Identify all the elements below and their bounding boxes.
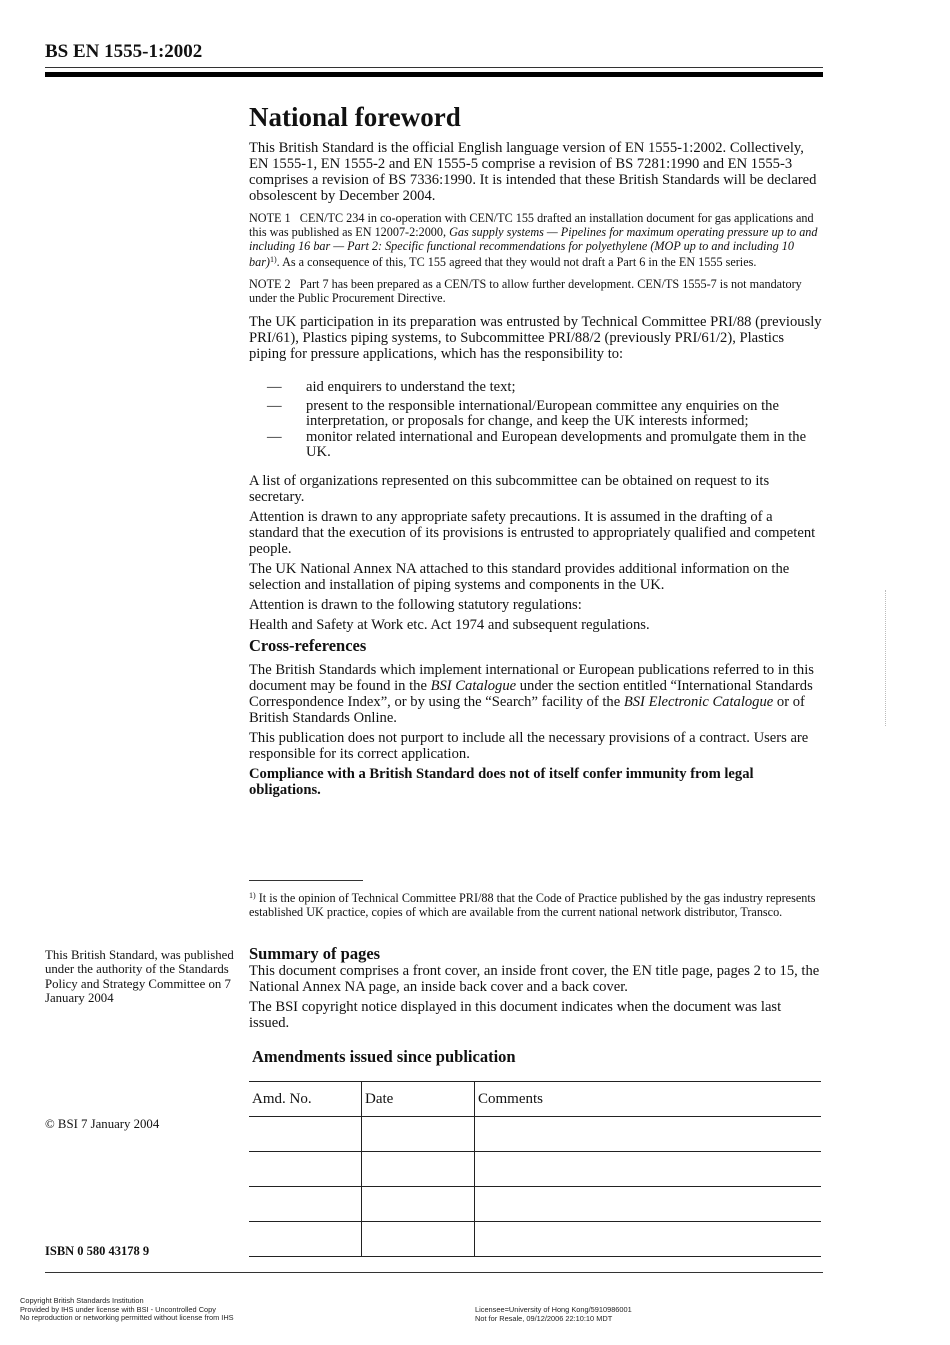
table-row [249, 1222, 821, 1257]
note-2 [249, 278, 823, 306]
footnote-mark: 1) [249, 891, 256, 900]
header-rule-thick [45, 72, 823, 77]
list-dash: — [267, 428, 282, 445]
summary-text: This document comprises a front cover, an inside front cover, the EN title page, pages 2 to 15, the National Annex NA page, an inside back cover and a back cover. [249, 963, 820, 995]
legal-right: Licensee=University of Hong Kong/5910986001 Not for Resale, 09/12/2006 22:10:10 MDT [475, 1305, 632, 1323]
document-id: BS EN 1555-1:2002 [45, 41, 203, 62]
table-row [249, 1152, 821, 1187]
amendments-table [249, 1081, 821, 1257]
legal-left: Copyright British Standards Institution Provided by IHS under license with BSI - Uncontrolled Copy No reproduction or networking permitted without license from IHS [20, 1296, 234, 1323]
compliance-statement: Compliance with a British Standard does not of itself confer immunity from legal obligations. [249, 765, 754, 798]
list-dash: — [267, 397, 282, 414]
organizations-paragraph: A list of organizations represented on this subcommittee can be obtained on request to its secretary. [249, 472, 770, 505]
margin-watermark [885, 590, 890, 726]
copyright-note: The BSI copyright notice displayed in this document indicates when the document was last issued. [249, 999, 782, 1031]
note-1-title: Gas supply systems — Pipelines for maximum operating pressure up to and including 16 bar — Part 2: Specific functional recommendations for polyethylene (MOP up to and including 10 bar) [249, 224, 818, 270]
intro-paragraph: This British Standard is the official English language version of EN 1555-1:2002. Collectively, EN 1555-1, EN 1555-2 and EN 1555-5 comprise a revision of BS 7281:1990 and EN 1555-3 comprises a revision of BS 7336:1990. It is intended that these British Standards will be declared obsolescent by December 2004. [249, 140, 817, 204]
column-header: Comments [475, 1082, 822, 1117]
copyright-line: © BSI 7 January 2004 [45, 1117, 160, 1131]
cross-references-heading: Cross-references [249, 635, 367, 655]
footnote-text: It is the opinion of Technical Committee PRI/88 that the Code of Practice published by the gas industry represents established UK practice, copies of which are available from the current national network distributor, Transco. [249, 891, 816, 919]
note-1 [249, 212, 823, 270]
note-1-text-b: . As a consequence of this, TC 155 agreed that they would not draft a Part 6 in the EN 1555 series. [276, 255, 757, 270]
table-header-row [249, 1082, 821, 1117]
note-2-label: NOTE 2 [249, 277, 291, 292]
column-header: Date [362, 1082, 475, 1117]
isbn: ISBN 0 580 43178 9 [45, 1244, 150, 1258]
footnote-rule [249, 880, 363, 881]
column-header: Amd. No. [249, 1082, 362, 1117]
table-row [249, 1117, 821, 1152]
main-column [249, 101, 823, 798]
participation-paragraph: The UK participation in its preparation was entrusted by Technical Committee PRI/88 (previously PRI/61), Plastics piping systems, to Subcommittee PRI/88/2 (previously PRI/61/2), Plastics piping for pressure applications, which has the responsibility to: [249, 313, 822, 362]
note-1-label: NOTE 1 [249, 211, 291, 225]
list-item: — present to the responsible international/European committee any enquiries on the interpretation, or proposals for change, and keep the UK interests informed; [267, 397, 779, 429]
header-rule-thin [45, 67, 823, 68]
list-item: — monitor related international and European developments and promulgate them in the UK. [267, 428, 807, 460]
footer-rule [45, 1272, 823, 1273]
cross-references-paragraph: The British Standards which implement international or European publications referred to in this document may be found in the BSI Catalogue under the section entitled “International Standards Correspondence Index”, or by using the “Search” facility of the BSI Electronic Catalogue or of British Standards Online. [249, 661, 814, 726]
responsibility-list [249, 379, 823, 460]
footnote [249, 889, 823, 919]
list-dash: — [267, 378, 282, 395]
hsw-paragraph: Health and Safety at Work etc. Act 1974 and subsequent regulations. [249, 616, 650, 633]
amendments-title: Amendments issued since publication [252, 1047, 516, 1066]
summary-section [249, 945, 823, 1031]
footnote-ref: 1) [270, 255, 277, 265]
table-row [249, 1187, 821, 1222]
note-2-text: Part 7 has been prepared as a CEN/TS to allow further development. CEN/TS 1555-7 is not mandatory under the Public Procurement Directive. [249, 277, 802, 305]
annex-paragraph: The UK National Annex NA attached to this standard provides additional information on the selection and installation of piping systems and components in the UK. [249, 560, 790, 593]
summary-heading: Summary of pages [249, 944, 381, 963]
note-1-text-a: CEN/TC 234 in co-operation with CEN/TC 155 drafted an installation document for gas applications and this was published as EN 12007-2:2000, [249, 211, 814, 239]
bsi-electronic-catalogue: BSI Electronic Catalogue [623, 693, 774, 710]
page-title: National foreword [249, 102, 461, 132]
contract-paragraph: This publication does not purport to include all the necessary provisions of a contract. Users are responsible for its correct application. [249, 729, 809, 762]
bsi-catalogue: BSI Catalogue [430, 677, 517, 694]
safety-paragraph: Attention is drawn to any appropriate safety precautions. It is assumed in the drafting of a standard that the execution of its provisions is entrusted to appropriately qualified and competent people. [249, 508, 816, 557]
list-item: — aid enquirers to understand the text; [267, 378, 516, 395]
authority-statement: This British Standard, was published under the authority of the Standards Policy and Strategy Committee on 7 January 2004 [45, 948, 234, 1006]
statutory-paragraph: Attention is drawn to the following statutory regulations: [249, 596, 582, 613]
